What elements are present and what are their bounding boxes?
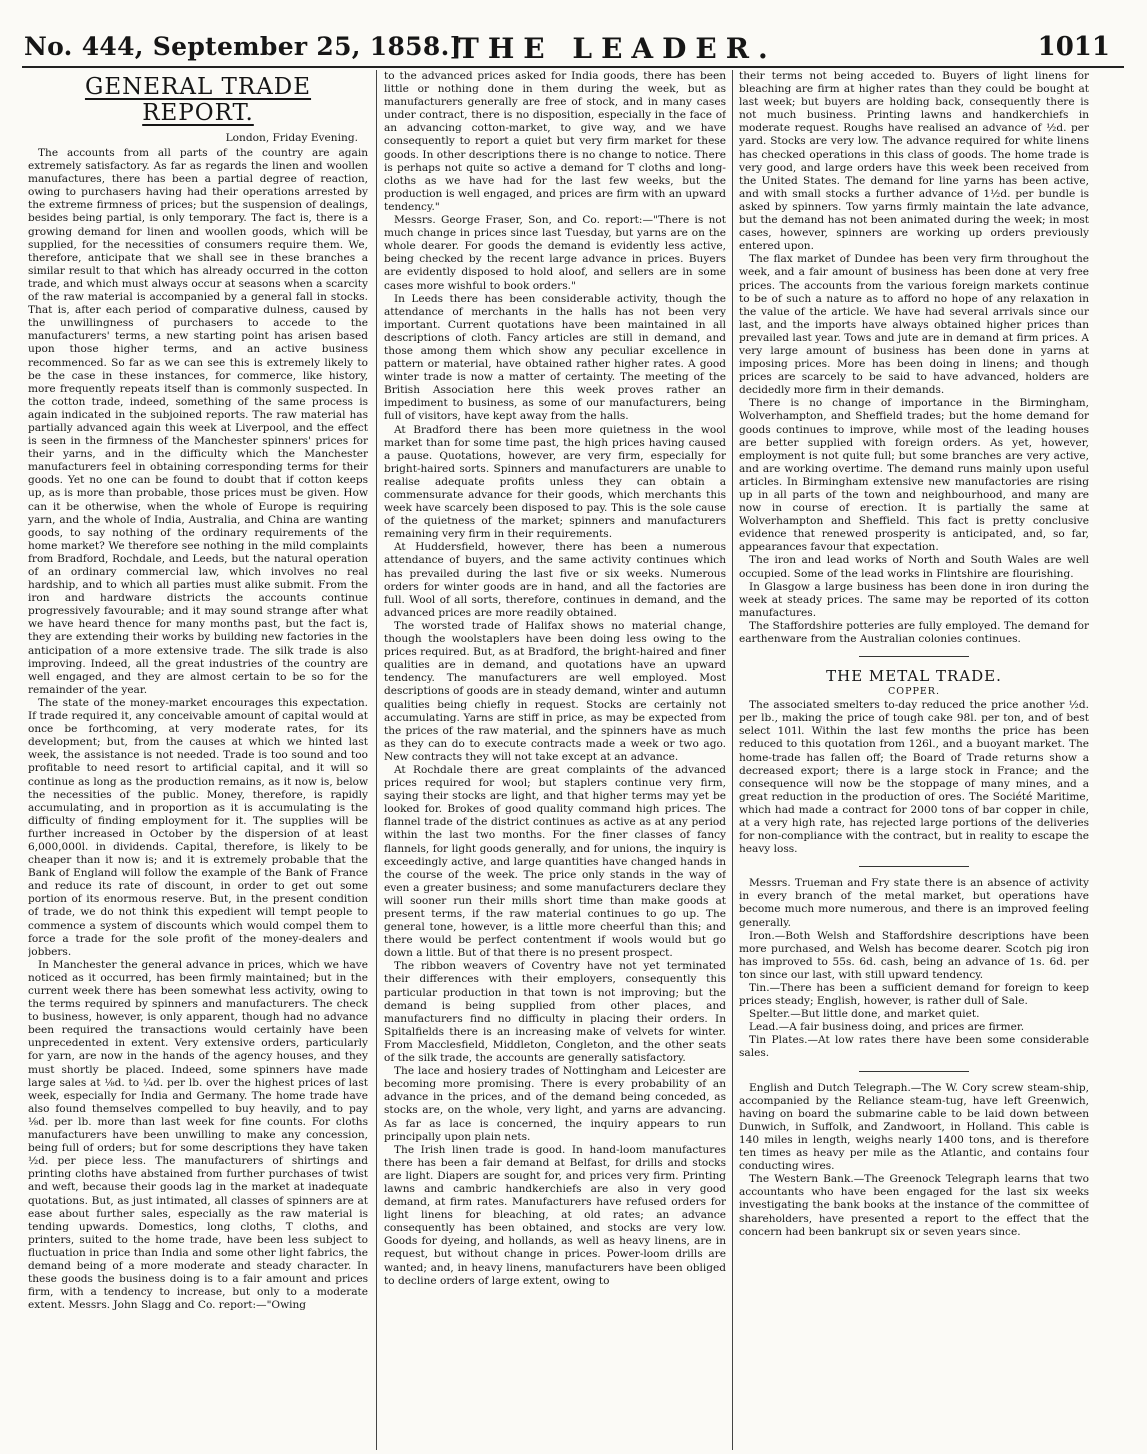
article-paragraph: Iron.—Both Welsh and Staffordshire descriptions have been more purchased, and Welsh has become dearer. Scotch pig iron has improved to 55s. 6d. cash, being an advance of 1s. 6d. per ton since our last, with still upward tendency. [739,929,1089,981]
article-paragraph: The flax market of Dundee has been very firm throughout the week, and a fair amount of business has been done at very free prices. The accounts from the various foreign markets continue to be of such a nature as to afford no hope of any relaxation in the value of the article. We have had several arrivals since our last, and the imports have always obtained higher prices than prevailed last year. Tows and jute are in demand at firm prices. A very large amount of business has been done in yarns at imposing prices. More has been doing in linens; and though prices are scarcely to be said to have advanced, holders are decidedly more firm in their demands. [739,253,1089,397]
article-paragraph: In Manchester the general advance in prices, which we have noticed as it occurred, has been firmly maintained; but in the current week there has been somewhat less activity, owing to the terms required by spinners and manufacturers. The check to business, however, is only apparent, though had no advance been required the transactions would certainly have been unprecedented in extent. Very extensive orders, particularly for yarn, are now in the hands of the agency houses, and they must shortly be placed. Indeed, some spinners have made large sales at ⅛d. to ¼d. per lb. over the highest prices of last week, especially for India and Germany. The home trade have also found themselves compelled to buy heavily, and to pay ⅛d. per lb. more than last week for fine counts. For cloths manufacturers have been unwilling to make any concession, being full of orders; but for some descriptions they have taken ½d. per piece less. The manufacturers of shirtings and printing cloths have abstained from further purchases of twist and weft, because their goods lag in the market at inadequate quotations. But, as just intimated, all classes of spinners are at ease about further sales, especially as the raw material is tending upwards. Domestics, long cloths, T cloths, and printers, suited to the home trade, have been less subject to fluctuation in price than India and some other light fabrics, the demand being of a more moderate and steady character. In these goods the business doing is to a fair amount and prices firm, with a tendency to increase, but only to a moderate extent. Messrs. John Slagg and Co. report:—"Owing [28,958,368,1312]
column-1 [28,70,368,1448]
article-paragraph: At Bradford there has been more quietness in the wool market than for some time past, the high prices having caused a pause. Quotations, however, are very firm, especially for bright-haired sorts. Spinners and manufacturers are unable to realise adequate profits unless they can obtain a commensurate advance for their goods, which merchants this week have scarcely been disposed to pay. This is the sole cause of the quietness of the market; spinners and manufacturers remaining very firm in their requirements. [384,423,726,541]
article-paragraph: to the advanced prices asked for India goods, there has been little or nothing done in them during the week, but as manufacturers generally are free of stock, and in many cases under contract, there is no disposition, especially in the face of an advancing cotton-market, to give way, and we have consequently to report a quiet but very firm market for these goods. In other descriptions there is no change to notice. There is perhaps not quite so active a demand for T cloths and long-cloths as we have had for the last few weeks, but the production is well engaged, and prices are firm with an upward tendency." [384,70,726,213]
metal-trade-title: THE METAL TRADE. [826,667,1002,686]
masthead-rule [22,66,1124,68]
copper-heading: COPPER. [888,686,940,698]
article-paragraph: At Huddersfield, however, there has been a numerous attendance of buyers, and the same activity continues which has prevailed during the last five or six weeks. Numerous orders for winter goods are in hand, and all the factories are full. Wool of all sorts, therefore, continues in demand, and the advanced prices are more readily obtained. [384,541,726,619]
section-separator [859,866,969,867]
page-number: 1011 [1037,32,1110,62]
article-paragraph: Tin Plates.—At low rates there have been some considerable sales. [739,1034,1089,1060]
article-paragraph: At Rochdale there are great complaints of the advanced prices required for wool; but staplers continue very firm, saying their stocks are light, and that higher terms may yet be looked for. Brokes of good quality command high prices. The flannel trade of the district continues as active as at any period within the last two months. For the finer classes of fancy flannels, for light goods generally, and for unions, the inquiry is exceedingly active, and large quantities have changed hands in the course of the week. The price only stands in the way of even a greater business; and some manufacturers declare they will sooner run their mills short time than make goods at present terms, if the raw material continues to go up. The general tone, however, is a little more cheerful than this; and there would be perfect contentment if wools would but go down a little. But of that there is no present prospect. [384,763,726,960]
article-paragraph: There is no change of importance in the Birmingham, Wolverhampton, and Sheffield trades; but the home demand for goods continues to improve, while most of the leading houses are better supplied with foreign orders. As yet, however, employment is not quite full; but some branches are very active, and are working overtime. The demand runs mainly upon useful articles. In Birmingham extensive new manufactories are rising up in all parts of the town and neighbourhood, and many are now in course of erection. It is partially the same at Wolverhampton and Sheffield. This fact is pretty conclusive evidence that renewed prosperity is anticipated, and, so far, appearances favour that expectation. [739,397,1089,554]
article-paragraph: their terms not being acceded to. Buyers of light linens for bleaching are firm at higher rates than they could be bought at last week; but buyers are holding back, consequently there is not much business. Printing lawns and handkerchiefs in moderate request. Roughs have realised an advance of ½d. per yard. Stocks are very low. The advance required for white linens has checked operations in this class of goods. The home trade is very good, and large orders have this week been received from the United States. The demand for line yarns has been active, and with small stocks a further advance of 1½d. per bundle is asked by spinners. Tow yarns firmly maintain the late advance, but the demand has not been animated during the week; in most cases, however, spinners are working up orders previously entered upon. [739,70,1089,253]
publication-title: THE LEADER. [458,32,777,65]
column-divider [732,70,733,1450]
article-paragraph: The iron and lead works of North and South Wales are well occupied. Some of the lead works in Flintshire are flourishing. [739,554,1089,580]
article-paragraph: Tin.—There has been a sufficient demand for foreign to keep prices steady; English, however, is rather dull of Sale. [739,982,1089,1008]
issue-date: No. 444, September 25, 1858.] [24,32,462,61]
section-title: GENERAL TRADE REPORT. [84,74,312,126]
article-paragraph: The Staffordshire potteries are fully employed. The demand for earthenware from the Australian colonies continues. [739,619,1089,646]
column-divider [376,70,377,1450]
article-paragraph: In Glasgow a large business has been done in iron during the week at steady prices. The same may be reported of its cotton manufactures. [739,580,1089,619]
article-paragraph: The Irish linen trade is good. In hand-loom manufactures there has been a fair demand at Belfast, for drills and stocks are light. Diapers are sought for, and prices very firm. Printing lawns and cambric handkerchiefs are also in very good demand, at firm rates. Manufacturers have refused orders for light linens for bleaching, at old rates; an advance consequently has been obtained, and stocks are very low. Goods for dyeing, and hollands, as well as heavy linens, are in request, but without change in prices. Power-loom drills are wanted; and, in heavy linens, manufacturers have been obliged to decline orders of large extent, owing to [384,1143,726,1287]
article-paragraph: The associated smelters to-day reduced the price another ½d. per lb., making the price of tough cake 98l. per ton, and of best select 101l. Within the last few months the price has been reduced to this quotation from 126l., and a buoyant market. The home-trade has fallen off; the Board of Trade returns show a decreased export; there is a large stock in France; and the consequence will now be the stoppage of many mines, and a great reduction in the production of ores. The Société Maritime, which had made a contract for 2000 tons of bar copper in chile, at a very high rate, has rejected large portions of the deliveries for non-compliance with the contract, but in reality to escape the heavy loss. [739,699,1089,856]
article-paragraph: Lead.—A fair business doing, and prices are firmer. [749,1021,1025,1034]
article-paragraph: In Leeds there has been considerable activity, though the attendance of merchants in the halls has not been very important. Current quotations have been maintained in all descriptions of cloth. Fancy articles are still in demand, and those among them which show any peculiar excellence in pattern or material, have obtained rather higher rates. A good winter trade is now a matter of certainty. The meeting of the British Association here this week proves rather an impediment to business, as some of our manufacturers, being full of visitors, have kept away from the halls. [384,292,726,423]
section-separator [859,1071,969,1072]
article-paragraph: The ribbon weavers of Coventry have not yet terminated their differences with their employers, consequently this particular production in that town is not improving; but the demand is being supplied from other places, and manufacturers find no difficulty in placing their orders. In Spitalfields there is an increasing make of velvets for winter. From Macclesfield, Middleton, Congleton, and the other seats of the silk trade, the accounts are generally satisfactory. [384,960,726,1065]
article-paragraph: English and Dutch Telegraph.—The W. Cory screw steam-ship, accompanied by the Reliance steam-tug, have left Greenwich, having on board the submarine cable to be laid down between Dunwich, in Suffolk, and Zandwoort, in Holland. This cable is 140 miles in length, weighs nearly 1400 tons, and is therefore ten times as heavy per mile as the Atlantic, and contains four conducting wires. [739,1081,1089,1173]
section-separator [859,656,969,657]
article-paragraph: The Western Bank.—The Greenock Telegraph learns that two accountants who have been engaged for the last six weeks investigating the bank books at the instance of the committee of shareholders, have presented a report to the effect that the concern had been bankrupt six or seven years since. [739,1173,1089,1238]
article-paragraph: Spelter.—But little done, and market quiet. [749,1008,980,1021]
article-paragraph: Messrs. George Fraser, Son, and Co. report:—"There is not much change in prices since last Tuesday, but yarns are on the whole dearer. For goods the demand is evidently less active, being checked by the recent large advance in prices. Buyers are evidently disposed to hold aloof, and sellers are in some cases more wishful to book orders." [384,214,726,292]
article-paragraph: Messrs. Trueman and Fry state there is an absence of activity in every branch of the metal market, but operations have become much more numerous, and there is an improved feeling generally. [739,877,1089,929]
article-paragraph: The lace and hosiery trades of Nottingham and Leicester are becoming more promising. There is every probability of an advance in the prices, and of the demand being conceded, as stocks are, on the whole, very light, and yarns are advancing. As far as lace is concerned, the inquiry appears to run principally upon plain nets. [384,1065,726,1143]
dateline: London, Friday Evening. [225,132,358,144]
article-paragraph: The worsted trade of Halifax shows no material change, though the woolstaplers have been doing less owing to the prices required. But, as at Bradford, the bright-haired and finer qualities are in demand, and quotations have an upward tendency. The manufacturers are well employed. Most descriptions of goods are in steady demand, winter and autumn qualities being chiefly in request. Stocks are certainly not accumulating. Yarns are stiff in price, as may be expected from the prices of the raw material, and the spinners have as much as they can do to execute contracts made a week or two ago. New contracts they will not take except at an advance. [384,619,726,763]
article-paragraph: The state of the money-market encourages this expectation. If trade required it, any conceivable amount of capital would at once be forthcoming, at very moderate rates, for its development; but, from the causes at which we hinted last week, the assistance is not needed. Trade is too sound and too profitable to need resort to artificial capital, and it will so continue as long as the production remains, as it now is, below the necessities of the public. Money, therefore, is rapidly accumulating, and in proportion as it is accumulating is the difficulty of finding employment for it. The supplies will be further increased in October by the dispersion of at least 6,000,000l. in dividends. Capital, therefore, is likely to be cheaper than it now is; and it is extremely probable that the Bank of England will follow the example of the Bank of France and reduce its rate of discount, in order to get out some portion of its enormous reserve. But, in the present condition of trade, we do not think this expedient will tempt people to commence a system of discounts which would compel them to force a trade for the sole profit of the money-dealers and jobbers. [28,696,368,958]
article-paragraph: The accounts from all parts of the country are again extremely satisfactory. As far as regards the linen and woollen manufactures, there has been a partial degree of reaction, owing to purchasers having had their operations arrested by the extreme firmness of prices; but the suspension of dealings, besides being partial, is only temporary. The fact is, there is a growing demand for linen and woollen goods, which will be supplied, for the necessities of consumers require them. We, therefore, anticipate that we shall see in these branches a similar result to that which has already occurred in the cotton trade, and which must always occur at seasons when a scarcity of the raw material is accompanied by a general fall in stocks. That is, after each period of comparative dulness, caused by the unwillingness of purchasers to accede to the manufacturers' terms, a new starting point has arisen based upon those higher terms, and an active business recommenced. So far as we can see this is extremely likely to be the case in these instances, for commerce, like history, more frequently repeats itself than is commonly suspected. In the cotton trade, indeed, something of the same process is again indicated in the subjoined reports. The raw material has partially advanced again this week at Liverpool, and the effect is seen in the firmness of the Manchester spinners' prices for their yarns, and in the difficulty which the Manchester manufacturers feel in obtaining corresponding terms for their goods. Yet no one can be found to doubt that if cotton keeps up, as is more than probable, those prices must be given. How can it be otherwise, when the whole of Europe is requiring yarn, and the whole of India, Australia, and China are wanting goods, to say nothing of the ordinary requirements of the home market? We therefore see nothing in the mild complaints from Bradford, Rochdale, and Leeds, but the natural operation of an ordinary commercial law, which involves no real hardship, and to which all parties must alike submit. From the iron and hardware districts the accounts continue progressively favourable; and it may sound strange after what we have heard thence for many months past, but the fact is, they are extending their works by building new factories in the anticipation of a more extensive trade. The silk trade is also improving. Indeed, all the great industries of the country are well engaged, and they are almost certain to be so for the remainder of the year. [28,147,368,696]
column-3 [739,70,1089,1448]
column-2 [384,70,726,1448]
